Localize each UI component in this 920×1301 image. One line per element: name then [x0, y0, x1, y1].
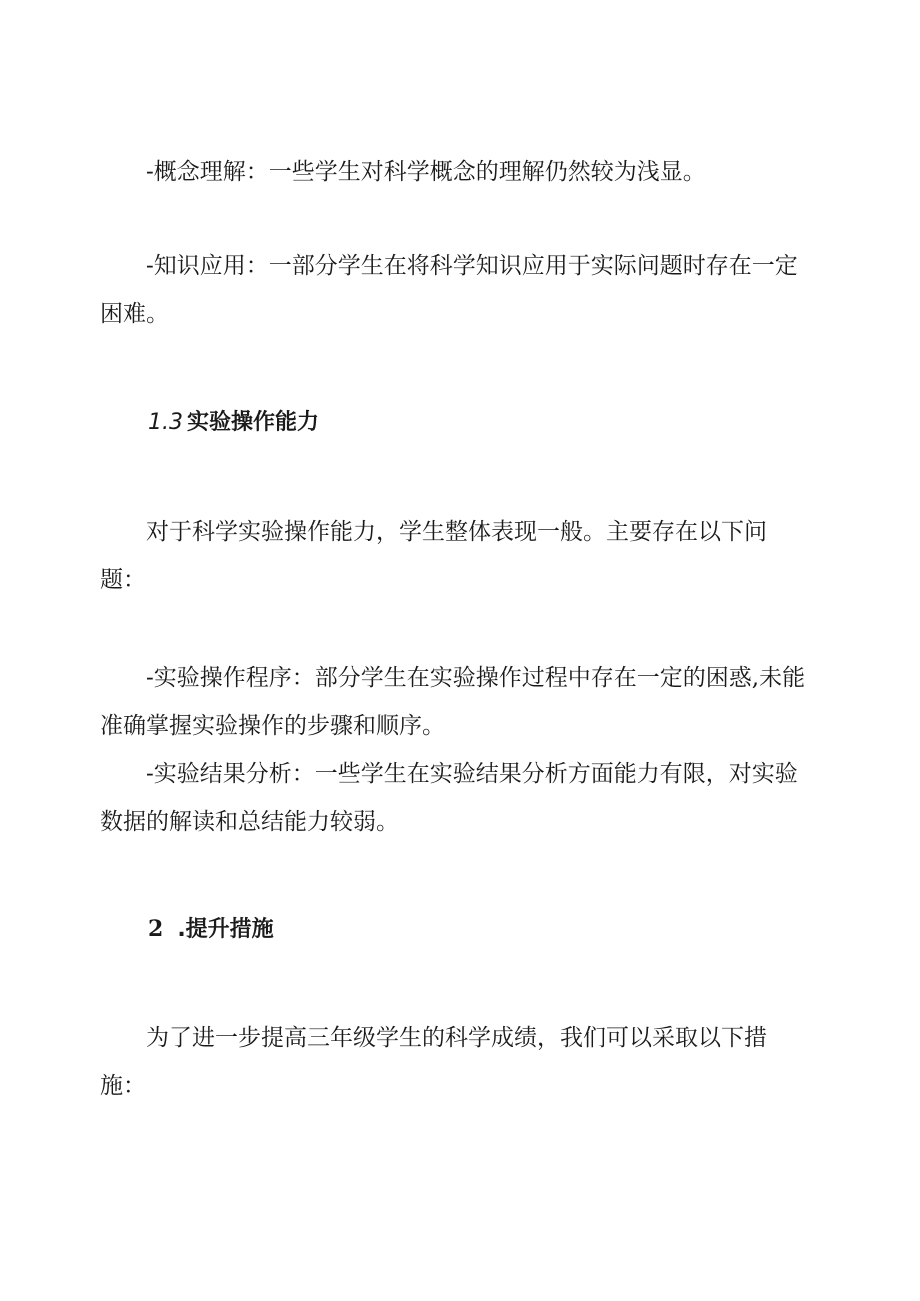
paragraph-concept-understanding: -概念理解：一些学生对科学概念的理解仍然较为浅显。	[146, 159, 706, 185]
paragraph-experiment-intro: 对于科学实验操作能力，学生整体表现一般。主要存在以下问题：	[100, 519, 767, 593]
paragraph-experiment-procedure: -实验操作程序：部分学生在实验操作过程中存在一定的困惑,未能准确掌握实验操作的步骤和顺序。	[100, 665, 806, 739]
section-number: 1.3	[148, 410, 183, 435]
section-title: .提升措施	[177, 917, 274, 942]
paragraph-experiment-analysis: -实验结果分析：一些学生在实验结果分析方面能力有限，对实验数据的解读和总结能力较弱。	[100, 761, 798, 835]
section-number: 2	[148, 916, 164, 942]
section-title: 实验操作能力	[187, 410, 320, 435]
paragraph-knowledge-application: -知识应用：一部分学生在将科学知识应用于实际问题时存在一定困难。	[100, 253, 798, 327]
paragraph-measures-intro: 为了进一步提高三年级学生的科学成绩，我们可以采取以下措施：	[100, 1025, 767, 1099]
section-heading-2	[148, 914, 274, 945]
section-heading-1-3	[148, 408, 319, 438]
